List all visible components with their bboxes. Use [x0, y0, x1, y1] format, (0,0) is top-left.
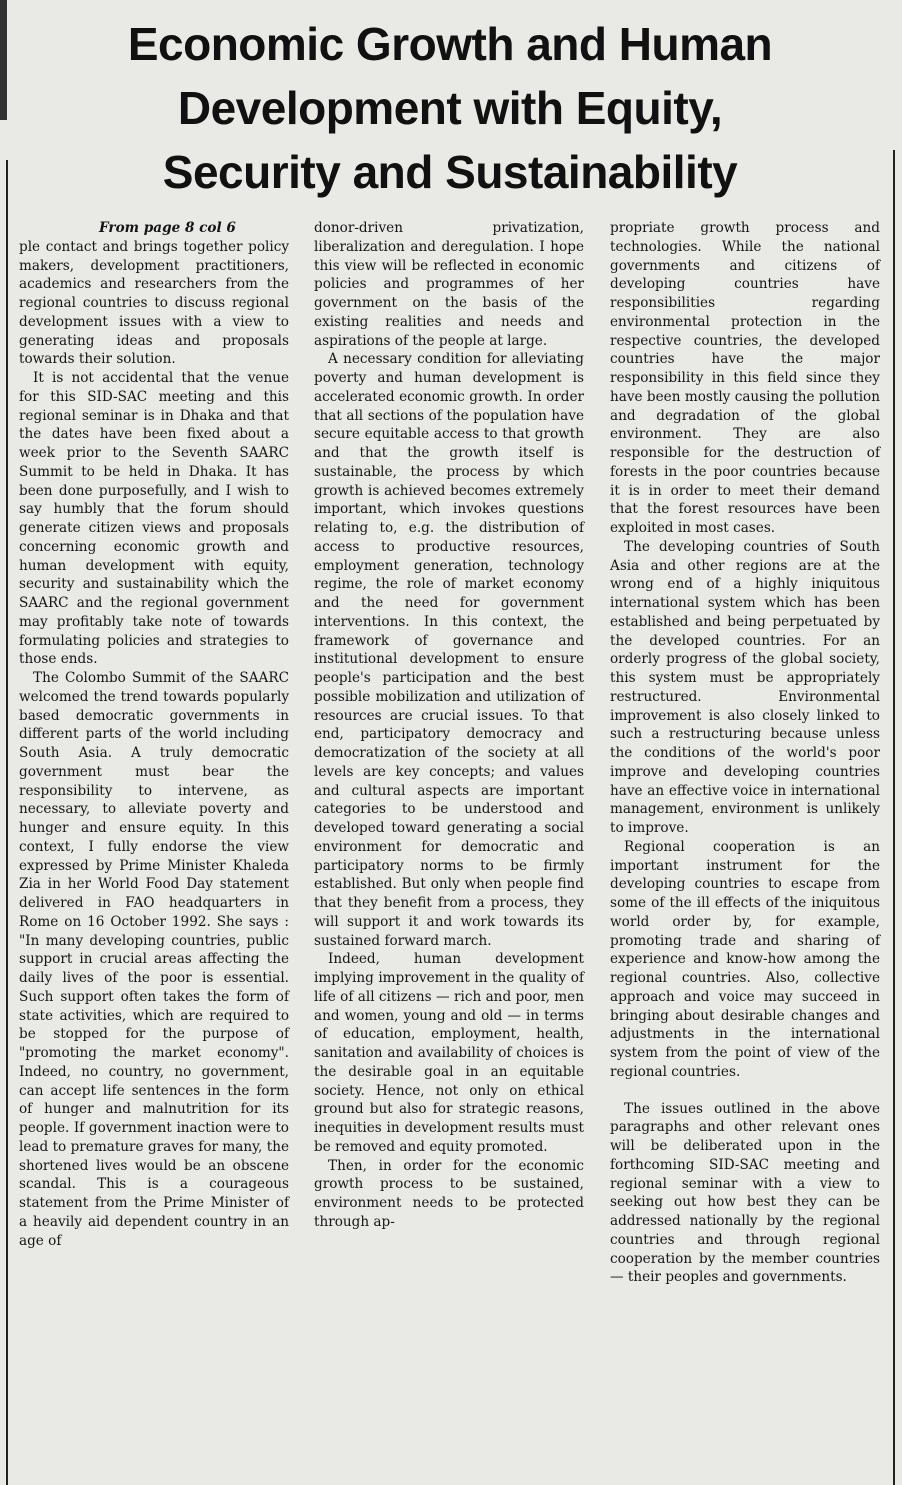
article-column-1: [19, 219, 289, 1250]
paragraph: The issues outlined in the above paragraphs and other relevant ones will be deliberated upon in the forthcoming SID-SAC meeting and regional seminar with a view to seeking out how best they can be addressed nationally by the regional countries and through regional cooperation by the member countries — their peoples and governments.: [610, 1100, 880, 1286]
headline-line-3: Security and Sustainability: [162, 146, 738, 198]
paragraph: It is not accidental that the venue for this SID-SAC meeting and this regional seminar is in Dhaka and that the dates have been fixed about a week prior to the Seventh SAARC Summit to be held in Dhaka. It has been done purposefully, and I wish to say humbly that the forum should generate citizen views and proposals concerning economic growth and human development with equity, security and sustainability which the SAARC and the regional government may profitably take note of towards formulating policies and strategies to those ends.: [19, 370, 289, 668]
paragraph: Regional cooperation is an important instrument for the developing countries to escape from some of the ill effects of the iniquitous world order by, for example, promoting trade and sharing of experience and know-how among the regional countries. Also, collective approach and voice may succeed in bringing about desirable changes and adjustments in the international system from the point of view of the regional countries.: [610, 838, 880, 1080]
paragraph: Then, in order for the economic growth process to be sustained, environment needs to be protected through ap-: [314, 1157, 584, 1230]
paragraph: donor-driven privatization, liberalization and deregulation. I hope this view will be reflected in economic policies and programmes of her government on the basis of the existing realities and needs and aspirations of the people at large.: [314, 220, 584, 349]
article-column-2: [314, 219, 584, 1232]
headline-line-1: Economic Growth and Human: [127, 18, 773, 70]
article-column-3: [610, 219, 880, 1287]
right-column-rule: [893, 150, 895, 1485]
paragraph: ple contact and brings together policy makers, development practitioners, academics and researchers from the regional countries to discuss regional development issues with a view to generating ideas and proposals towards their solution.: [19, 238, 289, 368]
jump-line: From page 8 col 6: [99, 220, 236, 236]
paragraph: The developing countries of South Asia and other regions are at the wrong end of a highly iniquitous international system which has been established and being perpetuated by the developed countries. For an orderly progress of the global society, this system must be appropriately restructured. Environmental improvement is also closely linked to such a restructuring because unless the conditions of the world's poor improve and developing countries have an effective voice in international management, environment is unlikely to improve.: [610, 538, 880, 836]
left-column-rule: [6, 160, 8, 1485]
paragraph: A necessary condition for alleviating poverty and human development is accelerated economic growth. In order that all sections of the population have secure equitable access to that growth and that the growth itself is sustainable, the process by which growth is achieved becomes extremely important, which invokes questions relating to, e.g. the distribution of access to productive resources, employment generation, technology regime, the role of market economy and the need for government interventions. In this context, the framework of governance and institutional development to ensure people's participation and the best possible mobilization and utilization of resources are crucial issues. To that end, participatory democracy and democratization of the society at all levels are key concepts; and values and cultural aspects are important categories to be understood and developed toward generating a social environment for democratic and participatory norms to be firmly established. But only when people find that they benefit from a process, they will support it and work towards its sustained forward march.: [314, 351, 584, 949]
paragraph: propriate growth process and technologies. While the national governments and citizens of developing countries have responsibilities regarding environmental protection in the respective countries, the developed countries have the major responsibility in this field since they have been mostly causing the pollution and degradation of the global environment. They are also responsible for the destruction of forests in the poor countries because it is in order to meet their demand that the forest resources have been exploited in most cases.: [610, 220, 880, 536]
headline-line-2: Development with Equity,: [177, 82, 723, 134]
article-headline: [20, 12, 880, 204]
paragraph: Indeed, human development implying improvement in the quality of life of all citizens — rich and poor, men and women, young and old — in terms of education, employment, health, sanitation and availability of choices is the desirable goal in an equitable society. Hence, not only on ethical ground but also for strategic reasons, inequities in development results must be removed and equity promoted.: [314, 951, 584, 1155]
paragraph: The Colombo Summit of the SAARC welcomed the trend towards popularly based democratic governments in different parts of the world including South Asia. A truly democratic government must bear the responsibility to intervene, as necessary, to alleviate poverty and hunger and ensure equity. In this context, I fully endorse the view expressed by Prime Minister Khaleda Zia in her World Food Day statement delivered in FAO headquarters in Rome on 16 October 1992. She says : "In many developing countries, public support in crucial areas affecting the daily lives of the poor is essential. Such support often takes the form of state activities, which are required to be stopped for the purpose of "promoting the market economy". Indeed, no country, no government, can accept life sentences in the form of hunger and malnutrition for its people. If government inaction were to lead to premature graves for many, the shortened lives would be an obscene scandal. This is a courageous statement from the Prime Minister of a heavily aid dependent country in an age of: [19, 670, 289, 1249]
page-edge-mark: [0, 0, 7, 120]
